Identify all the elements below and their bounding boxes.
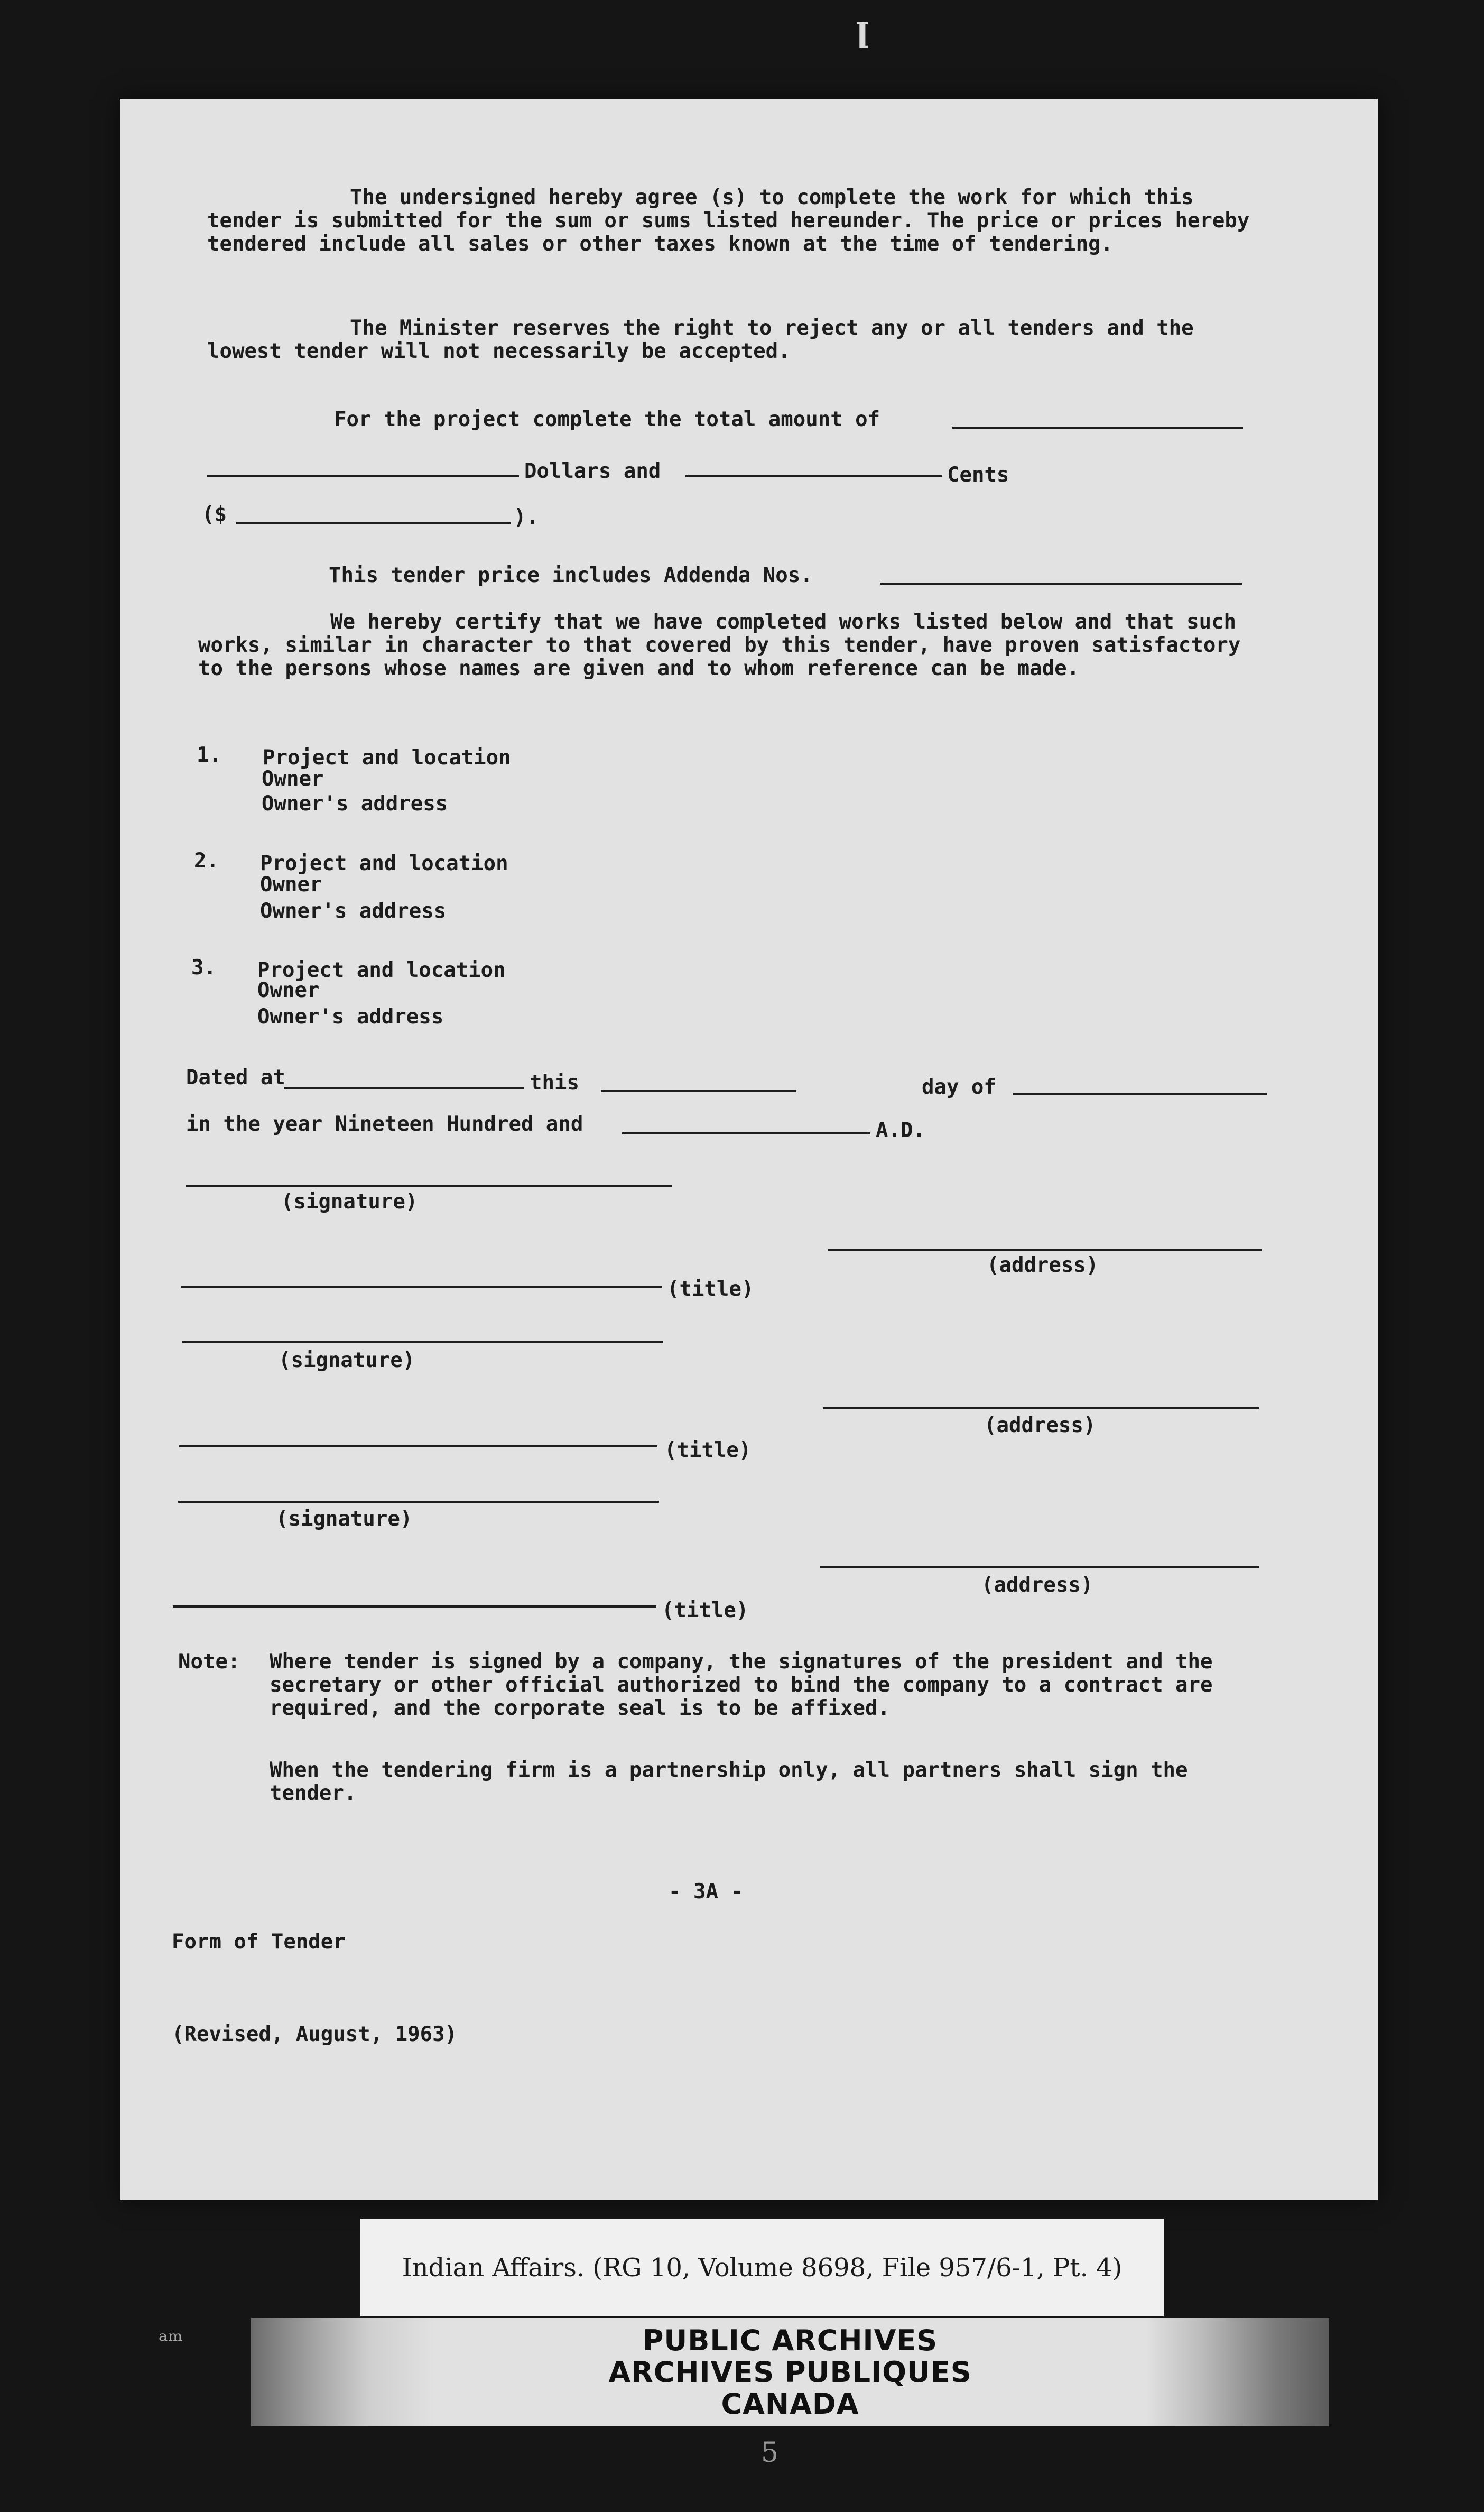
title-label-3: (title) — [662, 1599, 749, 1622]
signature-label-2: (signature) — [279, 1349, 415, 1372]
dollar-amount-close: ). — [514, 505, 539, 529]
certification-paragraph: We hereby certify that we have completed works listed below and that such works, similar in character to that covered by this tender, have proven satisfactory to the persons whose names are given and to whom reference can be made. — [198, 610, 1241, 680]
page-number: - 3A - — [669, 1880, 743, 1904]
title-line-1[interactable] — [181, 1286, 662, 1288]
signature-label-1: (signature) — [281, 1190, 418, 1214]
title-line-3[interactable] — [173, 1605, 656, 1608]
addenda-field[interactable] — [880, 583, 1242, 585]
dated-at-label: Dated at — [186, 1066, 285, 1089]
day-of-label: day of — [922, 1075, 996, 1099]
address-label-1: (address) — [987, 1253, 1099, 1277]
reference-owner: Owner — [257, 978, 320, 1002]
minister-paragraph: The Minister reserves the right to reject any or all tenders and the lowest tender will not necessarily be accepted. — [207, 316, 1194, 363]
stamp-handwritten-mark: ᵃᵐ — [159, 2326, 183, 2354]
tender-form-page — [120, 99, 1378, 2200]
total-amount-label: For the project complete the total amount of — [334, 408, 880, 431]
title-label-2: (title) — [664, 1438, 752, 1462]
revision-date: (Revised, August, 1963) — [172, 2022, 458, 2046]
title-label-1: (title) — [667, 1277, 754, 1301]
address-line-1[interactable] — [828, 1249, 1262, 1251]
form-name: Form of Tender — [172, 1930, 346, 1954]
dollar-amount-field[interactable] — [236, 522, 511, 524]
dollar-amount-open: ($ — [202, 503, 227, 527]
total-amount-field[interactable] — [952, 427, 1243, 429]
reference-owner-address: Owner's address — [262, 792, 448, 816]
signature-line-2[interactable] — [182, 1341, 663, 1343]
signature-line-1[interactable] — [186, 1185, 672, 1187]
reference-project: Project and location — [263, 746, 511, 770]
reference-project: Project and location — [260, 852, 508, 875]
this-label: this — [530, 1071, 579, 1095]
agreement-paragraph: The undersigned hereby agree (s) to complete the work for which this tender is submitted for the sum or sums listed hereunder. The price or prices hereby tendered include all sales or other taxes known at the time of tendering. — [207, 186, 1250, 256]
address-label-3: (address) — [981, 1573, 1093, 1597]
year-field[interactable] — [622, 1132, 870, 1134]
dated-at-field[interactable] — [284, 1087, 524, 1089]
year-label: in the year Nineteen Hundred and — [186, 1112, 583, 1136]
day-field[interactable] — [601, 1090, 796, 1092]
stamp-line-archives-publiques: ARCHIVES PUBLIQUES — [608, 2355, 972, 2389]
reference-number: 1. — [197, 743, 221, 767]
signature-line-3[interactable] — [178, 1501, 659, 1503]
signature-label-3: (signature) — [276, 1507, 413, 1531]
address-line-3[interactable] — [820, 1566, 1259, 1568]
ad-label: A.D. — [876, 1119, 925, 1142]
reference-owner: Owner — [262, 767, 324, 791]
reference-number: 3. — [191, 956, 216, 980]
stamp-line-canada: CANADA — [721, 2387, 859, 2421]
reference-owner: Owner — [260, 873, 322, 897]
title-line-2[interactable] — [179, 1445, 657, 1447]
reference-project: Project and location — [257, 958, 506, 982]
note-label: Note: — [178, 1650, 240, 1674]
cents-label: Cents — [947, 463, 1009, 487]
address-line-2[interactable] — [823, 1407, 1259, 1409]
addenda-label: This tender price includes Addenda Nos. — [329, 564, 813, 587]
note-text: Where tender is signed by a company, the signatures of the president and the secretary or other official authorized to bind the company to a contract are required, and the corporate seal is to be affixed. — [270, 1650, 1213, 1720]
dollars-field[interactable] — [207, 475, 519, 477]
footer-mark: 5 — [761, 2437, 779, 2469]
cents-field[interactable] — [685, 475, 942, 477]
top-mark: ꞁ — [856, 8, 869, 48]
partnership-note: When the tendering firm is a partnership only, all partners shall sign the tender. — [270, 1758, 1188, 1805]
dollars-label: Dollars and — [524, 459, 661, 483]
reference-owner-address: Owner's address — [260, 899, 447, 923]
month-field[interactable] — [1013, 1093, 1267, 1095]
archive-stamp — [251, 2318, 1329, 2426]
archive-caption: Indian Affairs. (RG 10, Volume 8698, File 957/6-1, Pt. 4) — [360, 2219, 1164, 2316]
stamp-line-public-archives: PUBLIC ARCHIVES — [642, 2323, 938, 2357]
address-label-2: (address) — [984, 1414, 1096, 1437]
reference-number: 2. — [194, 849, 219, 873]
reference-owner-address: Owner's address — [257, 1005, 444, 1029]
